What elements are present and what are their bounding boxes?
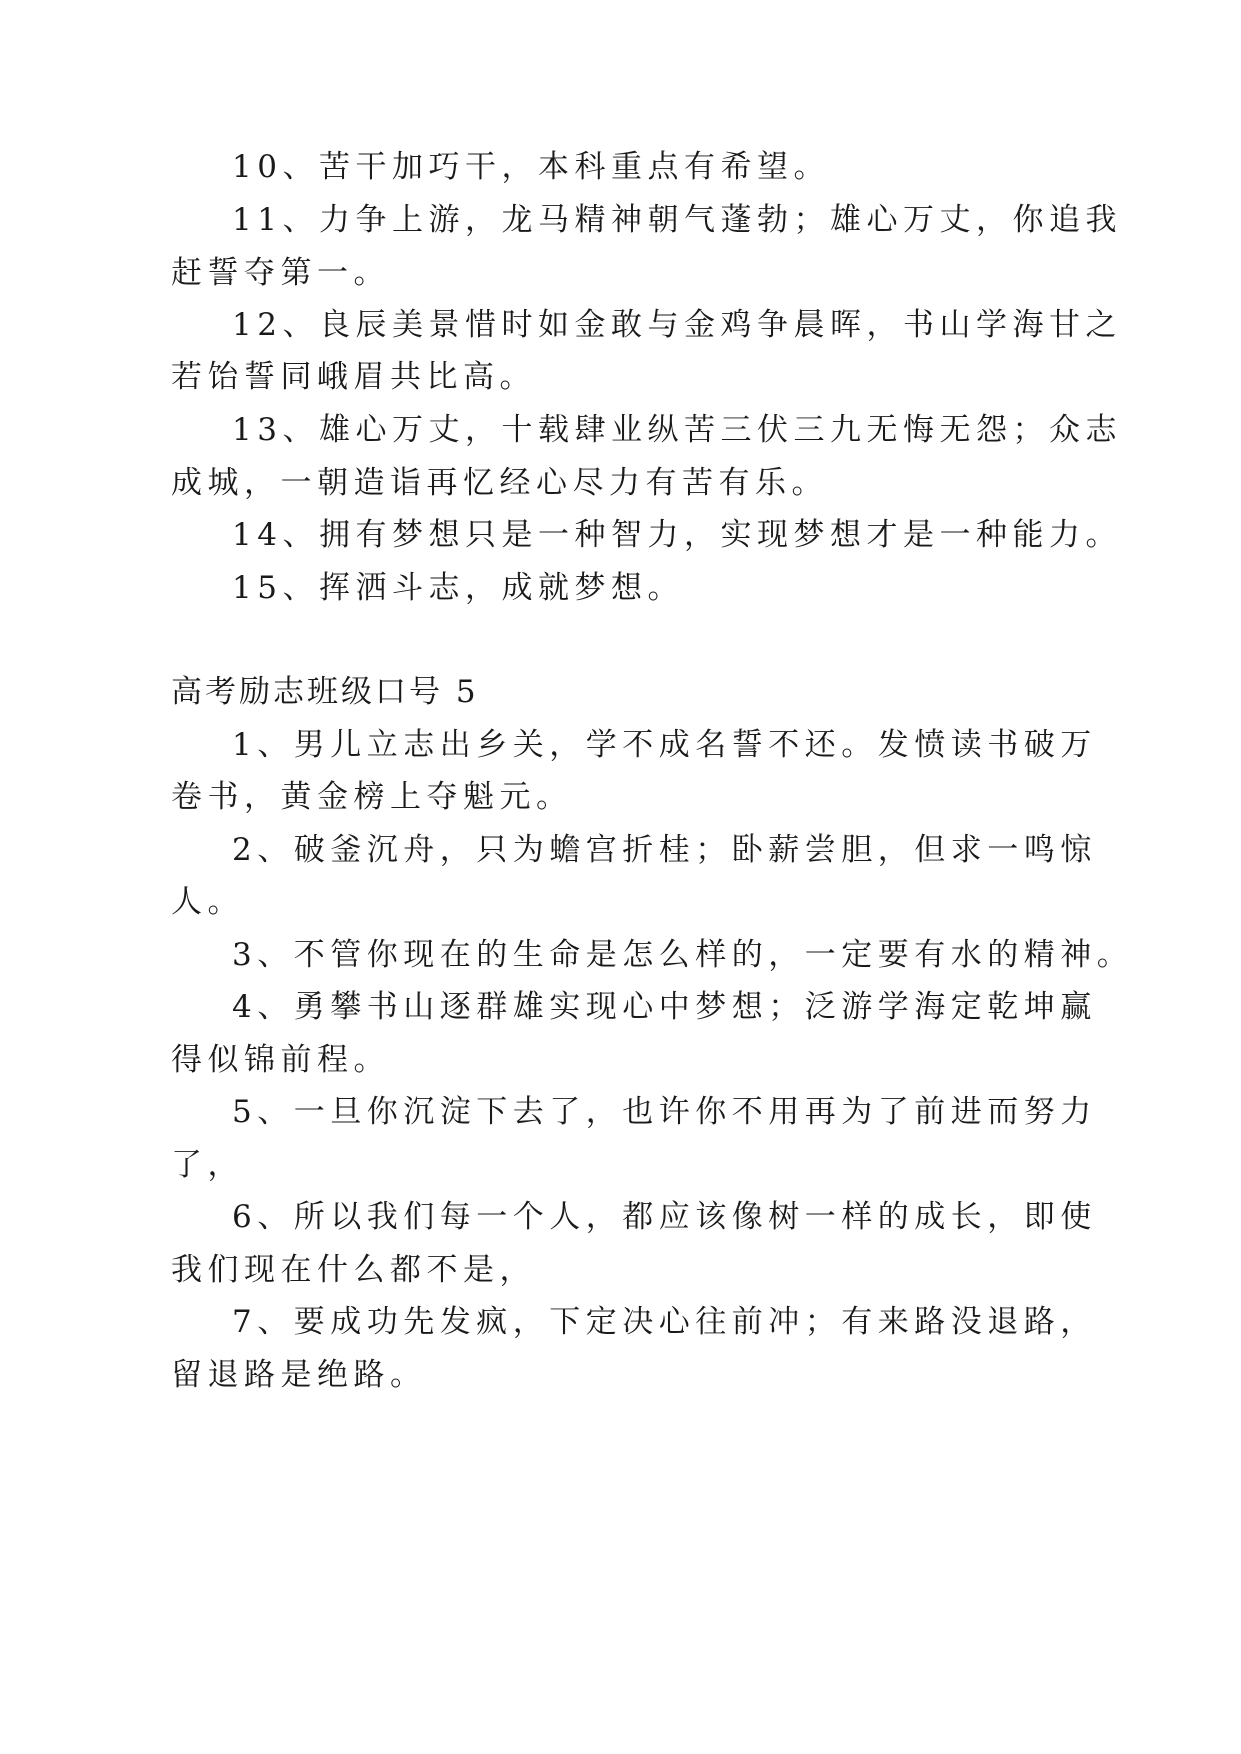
- slogan-1-line1: 1、男儿立志出乡关，学不成名誓不还。发愤读书破万: [232, 727, 1097, 763]
- slogan-12-line1: 12、良辰美景惜时如金敢与金鸡争晨晖，书山学海甘之: [232, 307, 1122, 343]
- slogan-4-line2: 得似锦前程。: [171, 1042, 390, 1078]
- slogan-11-line2: 赶誓夺第一。: [171, 255, 390, 291]
- slogan-15: 15、挥洒斗志，成就梦想。: [232, 570, 684, 606]
- slogan-10: 10、苦干加巧干，本科重点有希望。: [232, 149, 830, 185]
- slogan-7-line2: 留退路是绝路。: [171, 1357, 427, 1393]
- slogan-5-line2: 了，: [171, 1147, 244, 1183]
- section-heading: 高考励志班级口号 5: [171, 674, 479, 710]
- slogan-14: 14、拥有梦想只是一种智力，实现梦想才是一种能力。: [232, 517, 1122, 553]
- slogan-2-line1: 2、破釜沉舟，只为蟾宫折桂；卧薪尝胆，但求一鸣惊: [232, 832, 1097, 868]
- slogan-11-line1: 11、力争上游，龙马精神朝气蓬勃；雄心万丈，你追我: [232, 202, 1122, 238]
- slogan-3: 3、不管你现在的生命是怎么样的，一定要有水的精神。: [232, 937, 1134, 973]
- slogan-5-line1: 5、一旦你沉淀下去了，也许你不用再为了前进而努力: [232, 1094, 1097, 1130]
- slogan-6-line2: 我们现在什么都不是，: [171, 1252, 536, 1288]
- slogan-6-line1: 6、所以我们每一个人，都应该像树一样的成长，即使: [232, 1199, 1097, 1235]
- slogan-4-line1: 4、勇攀书山逐群雄实现心中梦想；泛游学海定乾坤赢: [232, 989, 1097, 1025]
- slogan-12-line2: 若饴誓同峨眉共比高。: [171, 359, 536, 395]
- slogan-13-line2: 成城，一朝造诣再忆经心尽力有苦有乐。: [171, 465, 828, 501]
- slogan-2-line2: 人。: [171, 884, 244, 920]
- slogan-13-line1: 13、雄心万丈，十载肆业纵苦三伏三九无悔无怨；众志: [232, 412, 1122, 448]
- slogan-1-line2: 卷书，黄金榜上夺魁元。: [171, 779, 573, 815]
- slogan-7-line1: 7、要成功先发疯，下定决心往前冲；有来路没退路，: [232, 1304, 1097, 1340]
